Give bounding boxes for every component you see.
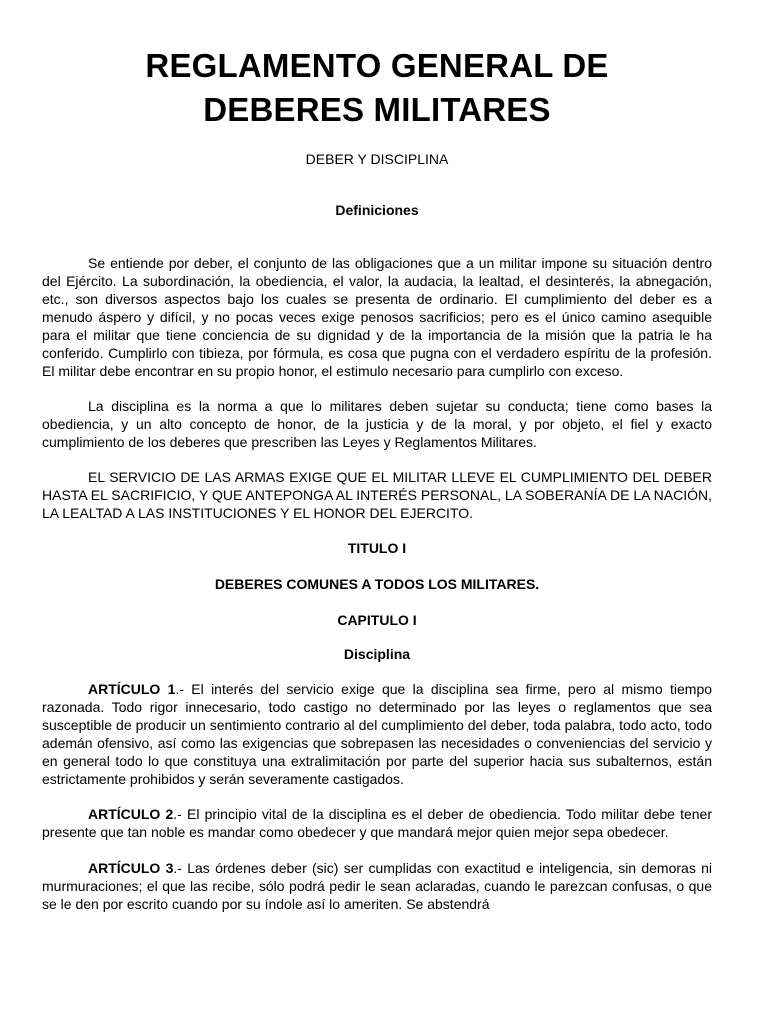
article-2-text: .- El principio vital de la disciplina es el deber de obediencia. Todo militar debe tener presente que tan noble es mandar como obedecer y que mandará mejor quien mejor sepa obedecer.	[42, 806, 712, 840]
article-1-text: .- El interés del servicio exige que la disciplina sea firme, pero al mismo tiempo razonada. Todo rigor innecesario, todo castigo no determinado por las leyes o reglamentos que sea susceptible de producir un sentimiento contrario al del cumplimiento del deber, toda palabra, todo acto, todo ademán ofensivo, así como las exigencias que sobrepasen las necesidades o conveniencias del servicio y en general todo lo que constituya una extralimitación por parte del superior hacia sus subalternos, están estrictamente prohibidos y serán severamente castigados.	[42, 681, 713, 787]
title-line-1: REGLAMENTO GENERAL DE	[145, 47, 609, 84]
article-2-label: ARTÍCULO 2	[88, 806, 174, 822]
capitulo-heading: CAPITULO I	[337, 612, 417, 628]
article-3-text: .- Las órdenes deber (sic) ser cumplidas con exactitud e inteligencia, sin demoras ni murmuraciones; el que las recibe, sólo podrá pedir le sean aclaradas, cuando le parezcan confusas, o que se le den por escrito cuando por su índole así lo ameriten. Se abstendrá	[42, 860, 713, 912]
article-3-label: ARTÍCULO 3	[88, 860, 174, 876]
paragraph-deber: Se entiende por deber, el conjunto de las obligaciones que a un militar impone su situación dentro del Ejército. La subordinación, la obediencia, el valor, la audacia, la lealtad, el desinterés, la abnegación, etc., son diversos aspectos bajo los cuales se presenta de ordinario. El cumplimiento del deber es a menudo áspero y difícil, y no pocas veces exige penosos sacrificios; pero es el único camino asequible para el militar que tiene conciencia de su dignidad y de la importancia de la misión que la patria le ha conferido. Cumplirlo con tibieza, por fórmula, es cosa que pugna con el verdadero espíritu de la profesión. El militar debe encontrar en su propio honor, el estimulo necesario para cumplirlo con exceso.	[42, 255, 712, 379]
deberes-heading: DEBERES COMUNES A TODOS LOS MILITARES.	[214, 576, 540, 592]
disciplina-heading: Disciplina	[343, 646, 411, 662]
document-title	[42, 44, 712, 132]
document-subtitle: DEBER Y DISCIPLINA	[305, 151, 449, 167]
title-line-2: DEBERES MILITARES	[203, 91, 551, 128]
article-1-label: ARTÍCULO 1	[88, 681, 176, 697]
article-3	[42, 859, 712, 913]
titulo-heading: TITULO I	[347, 540, 407, 556]
article-2	[42, 805, 712, 841]
document-page	[42, 0, 712, 913]
paragraph-disciplina: La disciplina es la norma a que lo militares deben sujetar su conducta; tiene como bases la obediencia, y un alto concepto de honor, de la justicia y de la moral, y por objeto, el fiel y exacto cumplimiento de los deberes que prescriben las Leyes y Reglamentos Militares.	[42, 398, 712, 450]
article-1	[42, 680, 712, 788]
paragraph-servicio: EL SERVICIO DE LAS ARMAS EXIGE QUE EL MILITAR LLEVE EL CUMPLIMIENTO DEL DEBER HASTA EL SACRIFICIO, Y QUE ANTEPONGA AL INTERÉS PERSONAL, LA SOBERANÍA DE LA NACIÓN, LA LEALTAD A LAS INSTITUCIONES Y EL HONOR DEL EJERCITO.	[42, 469, 712, 521]
definitions-heading: Definiciones	[335, 202, 419, 218]
